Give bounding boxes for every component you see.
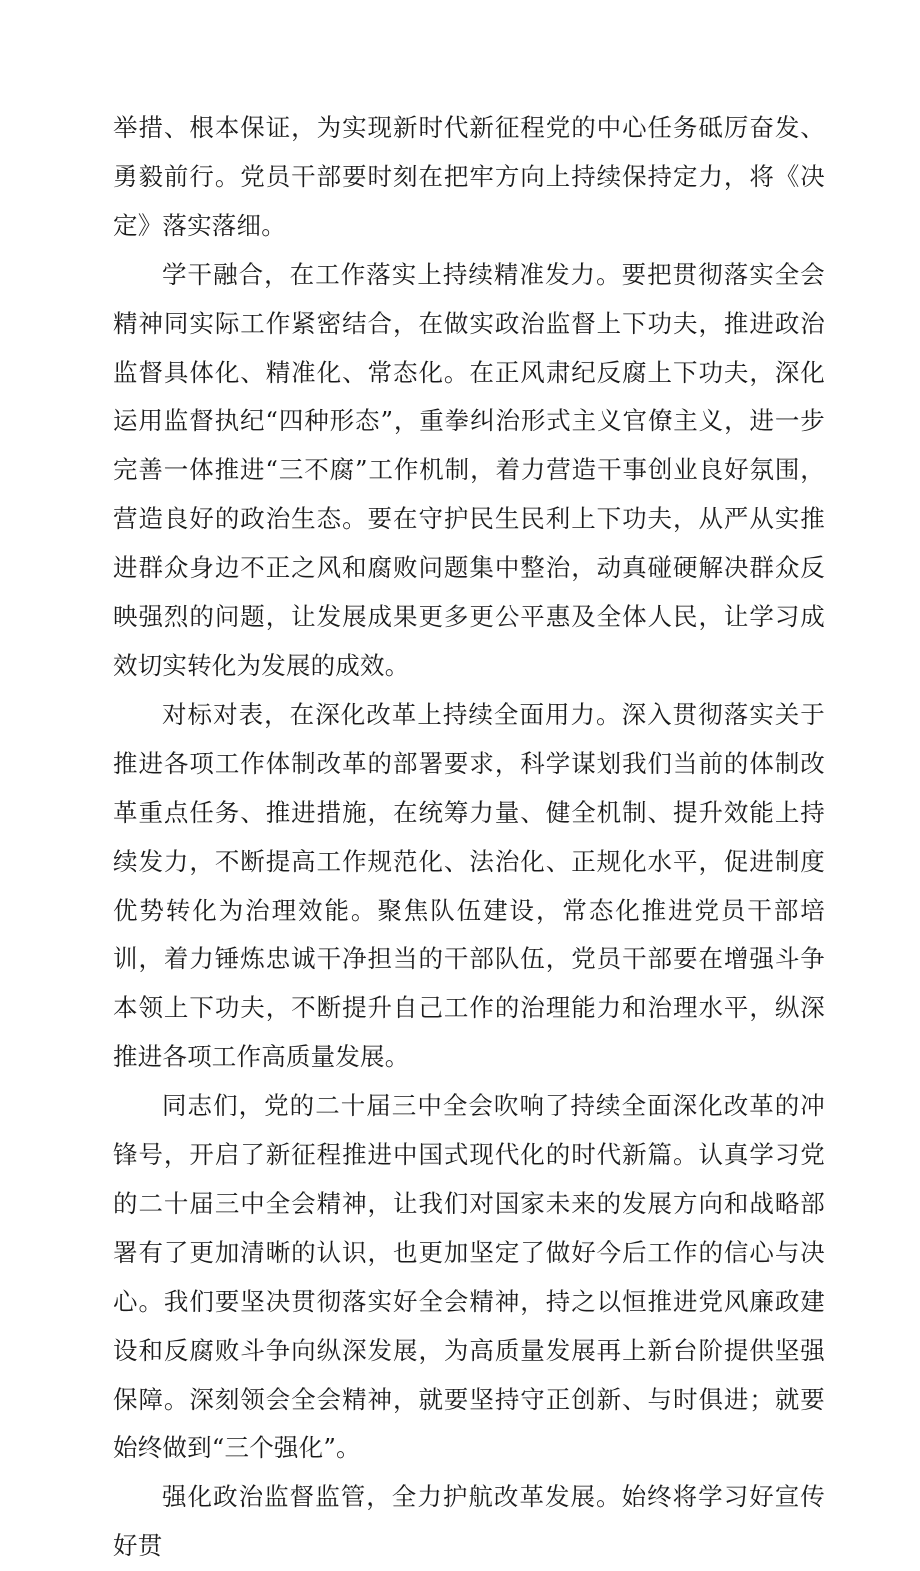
paragraph-4: 同志们，党的二十届三中全会吹响了持续全面深化改革的冲锋号，开启了新征程推进中国式现代化的时代新篇。认真学习党的二十届三中全会精神，让我们对国家未来的发展方向和战略部署有了更加清晰的认识，也更加坚定了做好今后工作的信心与决心。我们要坚决贯彻落实好全会精神，持之以恒推进党风廉政建设和反腐败斗争向纵深发展，为高质量发展再上新台阶提供坚强保障。深刻领会全会精神，就要坚持守正创新、与时俱进；就要始终做到“三个强化”。 [113, 1091, 825, 1463]
paragraph-2: 学干融合，在工作落实上持续精准发力。要把贯彻落实全会精神同实际工作紧密结合，在做实政治监督上下功夫，推进政治监督具体化、精准化、常态化。在正风肃纪反腐上下功夫，深化运用监督执纪“四种形态”，重拳纠治形式主义官僚主义，进一步完善一体推进“三不腐”工作机制，着力营造干事创业良好氛围，营造良好的政治生态。要在守护民生民利上下功夫，从严从实推进群众身边不正之风和腐败问题集中整治，动真碰硬解决群众反映强烈的问题，让发展成果更多更公平惠及全体人民，让学习成效切实转化为发展的成效。 [113, 259, 825, 680]
paragraph-1: 举措、根本保证，为实现新时代新征程党的中心任务砥厉奋发、勇毅前行。党员干部要时刻在把牢方向上持续保持定力，将《决定》落实落细。 [113, 113, 825, 240]
paragraph-5: 强化政治监督监管，全力护航改革发展。始终将学习好宣传好贯 [113, 1482, 825, 1561]
paragraph-3: 对标对表，在深化改革上持续全面用力。深入贯彻落实关于推进各项工作体制改革的部署要求，科学谋划我们当前的体制改革重点任务、推进措施，在统筹力量、健全机制、提升效能上持续发力，不断提高工作规范化、法治化、正规化水平，促进制度优势转化为治理效能。聚焦队伍建设，常态化推进党员干部培训，着力锤炼忠诚干净担当的干部队伍，党员干部要在增强斗争本领上下功夫，不断提升自己工作的治理能力和治理水平，纵深推进各项工作高质量发展。 [113, 699, 825, 1072]
document-body [113, 104, 825, 1571]
